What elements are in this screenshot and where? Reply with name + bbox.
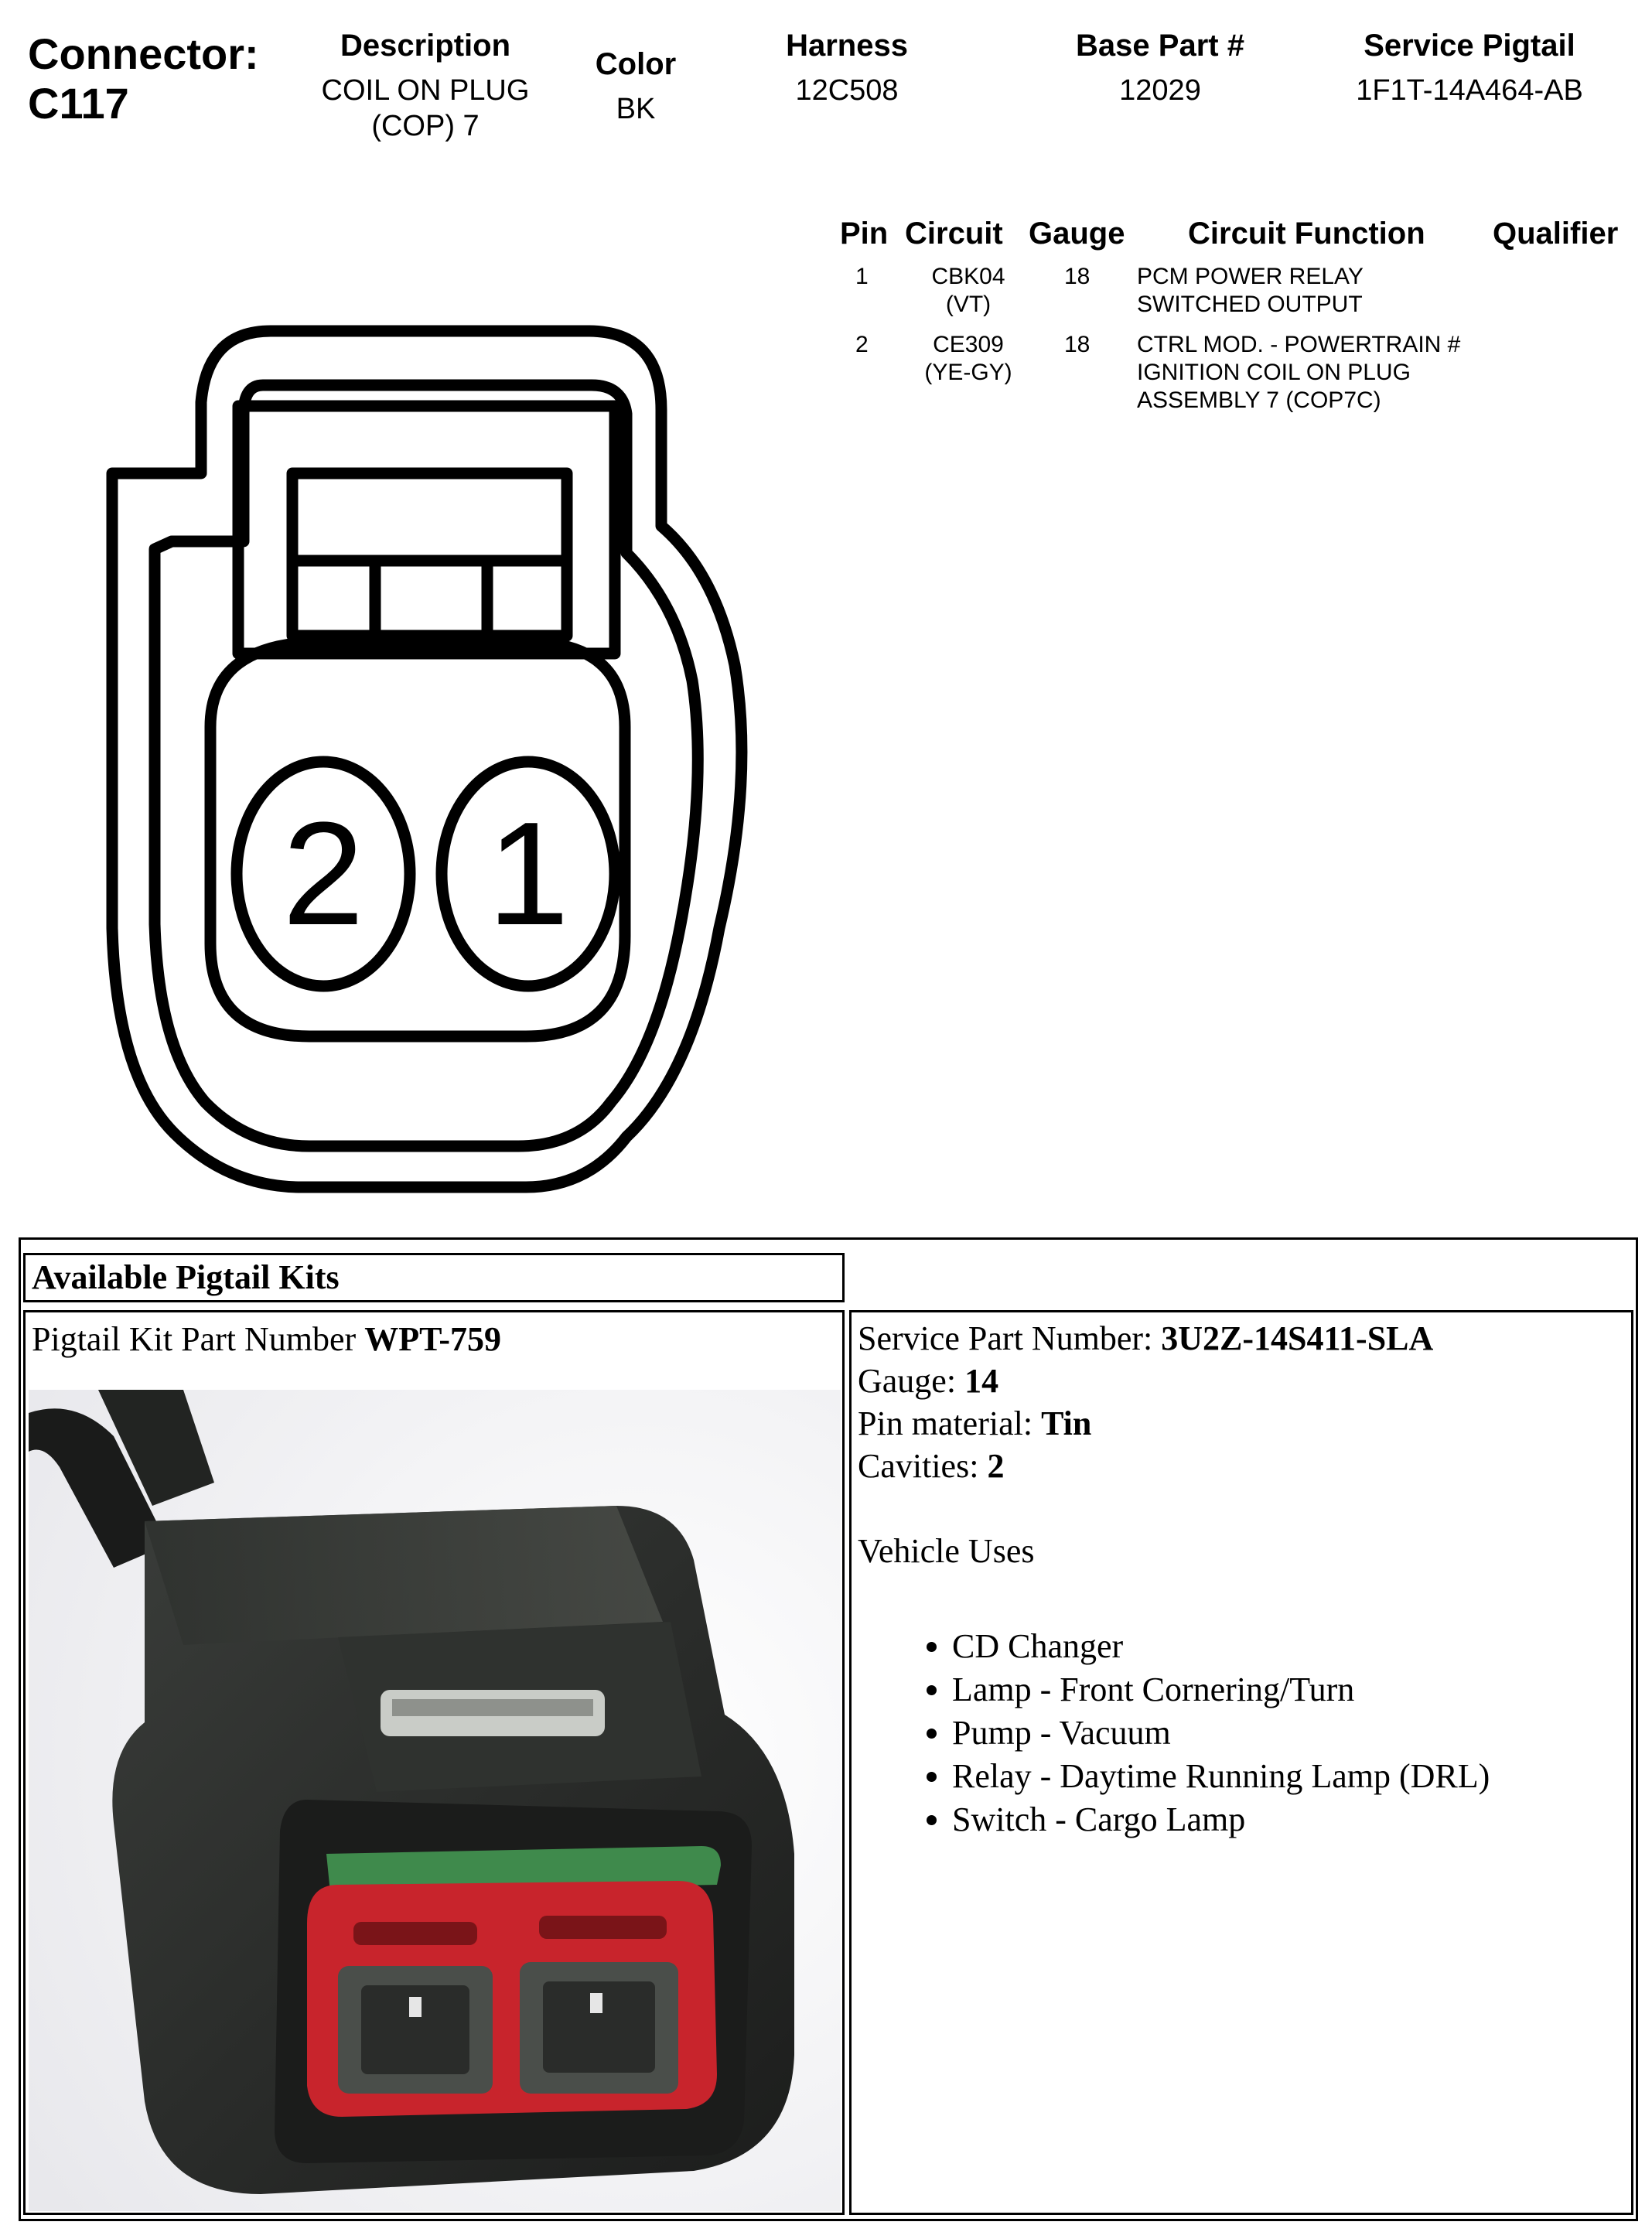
pin-header: Pin	[840, 217, 889, 251]
base-part-label: Base Part #	[1076, 29, 1244, 63]
pigtail-kit-card	[23, 1310, 845, 2215]
connector-top	[145, 1506, 663, 1645]
pin-cell: 1	[855, 264, 869, 289]
service-pigtail-value: 1F1T-14A464-AB	[1356, 74, 1583, 107]
pin-material-line	[858, 1402, 1625, 1445]
harness-column	[742, 28, 951, 108]
function-cell: PCM POWER RELAY	[1137, 264, 1364, 289]
qualifier-header: Qualifier	[1493, 217, 1619, 251]
circuit-color-cell: (YE-GY)	[924, 360, 1012, 385]
circuit-function-header: Circuit Function	[1188, 217, 1425, 251]
service-part-number-value: 3U2Z-14S411-SLA	[1161, 1319, 1434, 1357]
circuit-cell: CE309	[933, 332, 1004, 357]
function-cell: CTRL MOD. - POWERTRAIN #	[1137, 332, 1461, 357]
description-line1: COIL ON PLUG	[321, 74, 530, 107]
list-item: • Lamp - Front Cornering/Turn	[952, 1668, 1625, 1712]
color-label: Color	[595, 47, 677, 81]
cavities-label: Cavities:	[858, 1447, 979, 1485]
connector-face-diagram	[0, 294, 812, 1222]
service-pigtail-label: Service Pigtail	[1364, 29, 1575, 63]
gauge-line	[858, 1360, 1625, 1402]
list-item: • Relay - Daytime Running Lamp (DRL)	[952, 1755, 1625, 1798]
latch-window	[292, 473, 567, 636]
function-cell: IGNITION COIL ON PLUG	[1137, 360, 1411, 385]
harness-label: Harness	[786, 29, 908, 63]
cavity-1-label: 1	[487, 792, 569, 956]
function-cell: SWITCHED OUTPUT	[1137, 292, 1363, 317]
kit-part-number-label: Pigtail Kit Part Number	[32, 1320, 357, 1358]
pin-material-label: Pin material:	[858, 1404, 1033, 1442]
base-part-column	[1036, 28, 1284, 108]
gauge-header: Gauge	[1029, 217, 1125, 251]
function-cell: ASSEMBLY 7 (COP7C)	[1137, 387, 1381, 413]
pin-cell: 2	[855, 332, 869, 357]
kit-part-number-value: WPT-759	[364, 1320, 502, 1358]
pigtail-kits-title: Available Pigtail Kits	[23, 1253, 845, 1302]
connector-id: C117	[28, 79, 129, 128]
connector-label: Connector:	[28, 29, 259, 78]
description-column	[294, 28, 557, 144]
pigtail-connector-photo	[29, 1390, 841, 2211]
description-label: Description	[340, 29, 511, 63]
pigtail-kit-specs	[849, 1310, 1633, 2215]
circuit-header: Circuit	[905, 217, 1003, 251]
circuit-cell: CBK04	[931, 264, 1005, 289]
list-item: • Pump - Vacuum	[952, 1712, 1625, 1755]
description-line2: (COP) 7	[371, 110, 480, 142]
cavity-2-label: 2	[282, 792, 364, 956]
gauge-cell: 18	[1064, 264, 1091, 289]
base-part-value: 12029	[1119, 74, 1201, 107]
service-part-number-line	[858, 1317, 1625, 1360]
cavities-line	[858, 1445, 1625, 1487]
service-part-number-label: Service Part Number:	[858, 1319, 1153, 1357]
color-column	[574, 46, 698, 127]
color-value: BK	[616, 93, 656, 125]
list-item: • Switch - Cargo Lamp	[952, 1798, 1625, 1841]
vehicle-uses-heading: Vehicle Uses	[858, 1532, 1035, 1570]
list-item: • CD Changer	[952, 1625, 1625, 1668]
kit-part-number-line	[32, 1319, 501, 1360]
gauge-label: Gauge:	[858, 1362, 957, 1400]
gauge-value: 14	[964, 1362, 999, 1400]
pin-material-value: Tin	[1041, 1404, 1092, 1442]
circuit-color-cell: (VT)	[945, 292, 992, 317]
cavities-value: 2	[987, 1447, 1005, 1485]
vehicle-uses-list	[858, 1625, 1625, 1841]
gauge-cell: 18	[1064, 332, 1091, 357]
service-pigtail-column	[1315, 28, 1624, 108]
connector-title	[28, 29, 259, 128]
harness-value: 12C508	[795, 74, 899, 107]
